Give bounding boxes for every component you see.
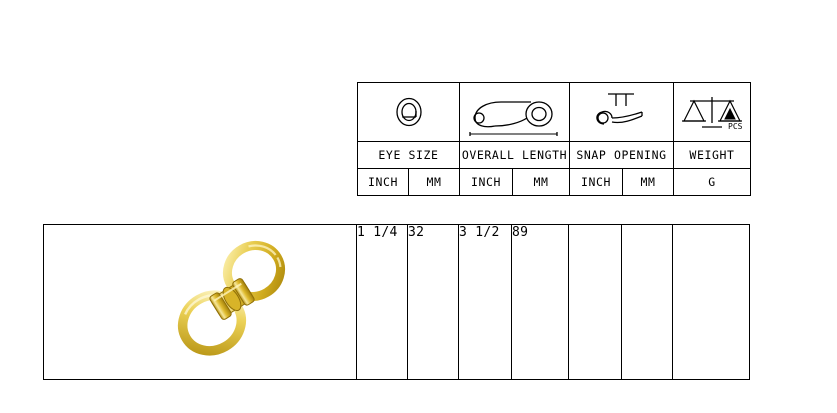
weight-unit-g: G xyxy=(674,169,751,196)
cell-eye-size-mm: 32 xyxy=(408,225,459,380)
eye-size-icon-cell xyxy=(358,83,460,142)
cell-snap-opening-mm xyxy=(622,225,673,380)
product-data-table xyxy=(43,224,750,380)
eye-size-icon xyxy=(358,90,459,134)
overall-length-unit-mm: MM xyxy=(513,169,570,196)
weight-scale-icon xyxy=(674,89,750,135)
overall-length-unit-inch: INCH xyxy=(460,169,513,196)
overall-length-label: OVERALL LENGTH xyxy=(460,142,570,169)
snap-opening-unit-mm: MM xyxy=(623,169,674,196)
eye-size-label: EYE SIZE xyxy=(358,142,460,169)
cell-snap-opening-inch xyxy=(569,225,622,380)
overall-length-icon xyxy=(460,88,569,136)
cell-eye-size-inch: 1 1/4 xyxy=(357,225,408,380)
snap-opening-unit-inch: INCH xyxy=(570,169,623,196)
spec-icon-row xyxy=(358,83,751,142)
pcs-label: PCS xyxy=(728,122,743,131)
product-image-alt xyxy=(44,225,45,226)
eye-size-unit-inch: INCH xyxy=(358,169,409,196)
cell-weight-g xyxy=(673,225,750,380)
spec-name-row xyxy=(358,142,751,169)
product-image-cell xyxy=(44,225,357,380)
cell-overall-length-mm: 89 xyxy=(512,225,569,380)
product-image xyxy=(162,237,302,371)
snap-opening-icon xyxy=(570,88,673,136)
weight-scale-icon-cell xyxy=(674,83,751,142)
snap-opening-label: SNAP OPENING xyxy=(570,142,674,169)
snap-opening-icon-cell xyxy=(570,83,674,142)
spec-unit-row xyxy=(358,169,751,196)
eye-size-unit-mm: MM xyxy=(409,169,460,196)
table-row xyxy=(44,225,750,380)
specification-header-table xyxy=(357,82,751,196)
weight-label: WEIGHT xyxy=(674,142,751,169)
overall-length-icon-cell xyxy=(460,83,570,142)
cell-overall-length-inch: 3 1/2 xyxy=(459,225,512,380)
